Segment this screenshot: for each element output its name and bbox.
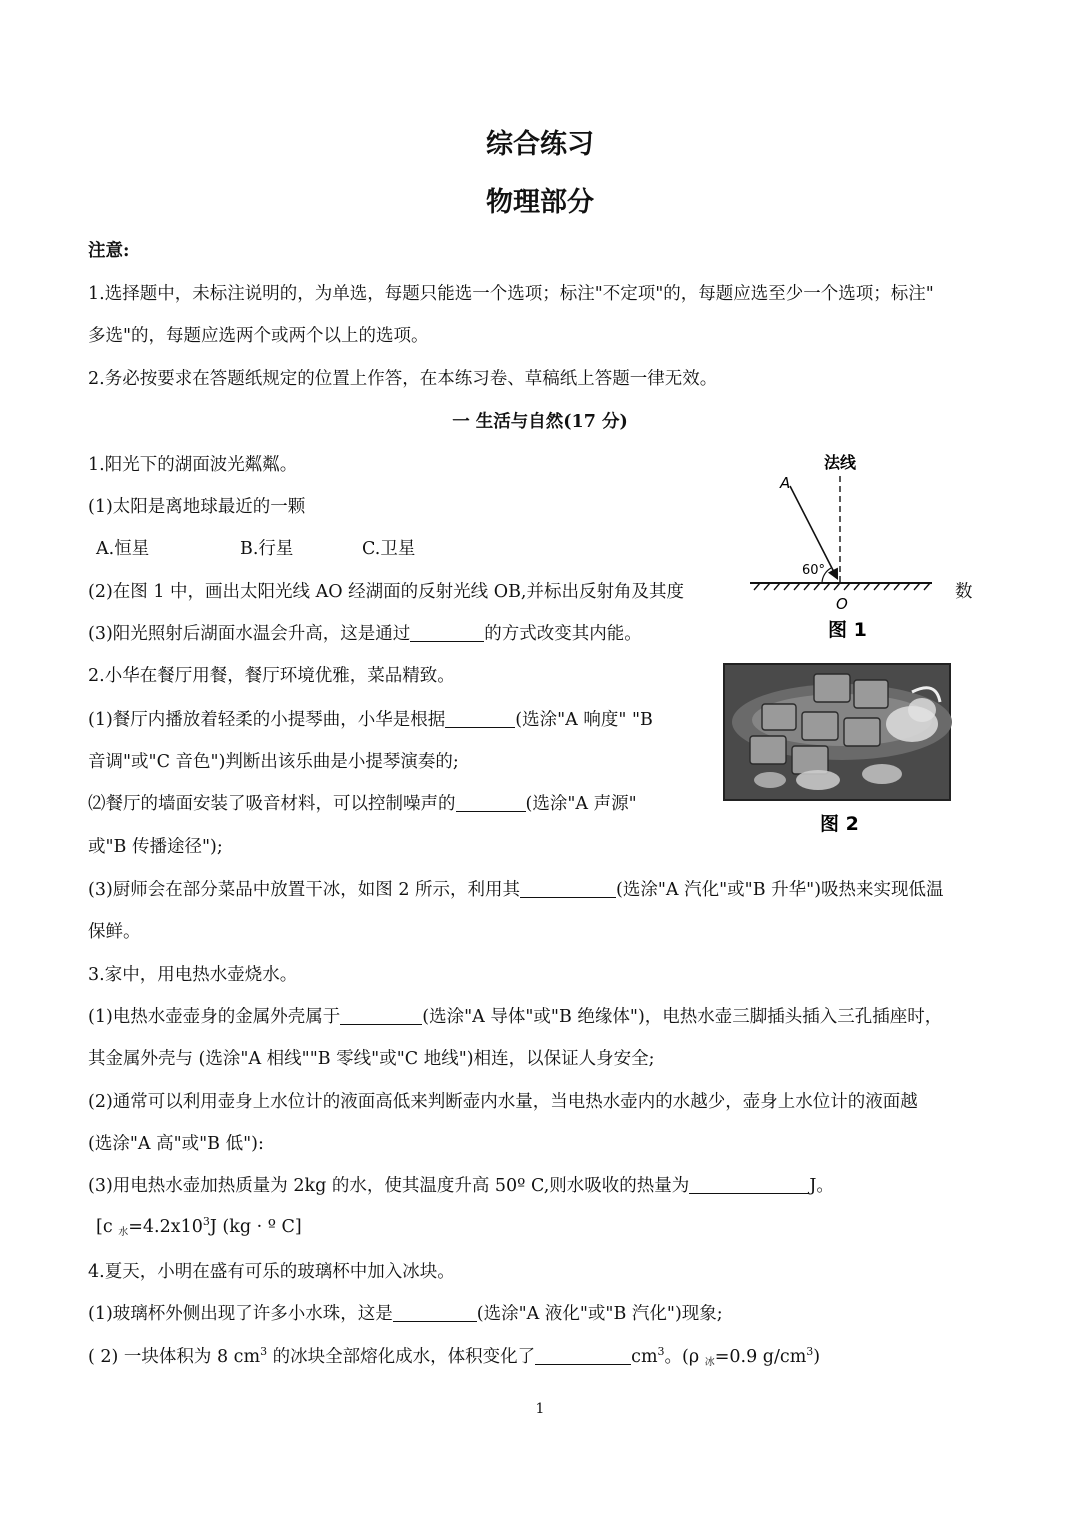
q2-part3 xyxy=(88,876,944,901)
superscript: 3 xyxy=(806,1345,814,1358)
q1-option-c: C.卫星 xyxy=(362,539,416,559)
figure-1-reflection-diagram xyxy=(740,448,940,648)
formula-text: =4.2x10 xyxy=(128,1217,203,1237)
q4-part2-text: 。(ρ xyxy=(664,1347,705,1367)
superscript: 3 xyxy=(260,1345,268,1358)
q4-part1 xyxy=(88,1300,723,1325)
answer-blank[interactable] xyxy=(410,623,484,642)
q3-part1-line2: 其金属外壳与 (选涂"A 相线""B 零线"或"C 地线")相连，以保证人身安全; xyxy=(88,1049,655,1069)
q2-stem: 2.小华在餐厅用餐，餐厅环境优雅，菜品精致。 xyxy=(88,666,455,686)
answer-blank[interactable] xyxy=(393,1303,477,1322)
answer-blank[interactable] xyxy=(456,793,526,812)
q2-part3-prefix: (3)厨师会在部分菜品中放置干冰，如图 2 所示，利用其 xyxy=(88,880,521,900)
figure-2-caption: 图 2 xyxy=(820,813,859,835)
q1-part3-prefix: (3)阳光照射后湖面水温会升高，这是通过 xyxy=(88,624,411,644)
formula-subscript: 水 xyxy=(118,1227,129,1238)
answer-blank[interactable] xyxy=(535,1346,631,1365)
q4-part2-unit: cm xyxy=(631,1347,658,1367)
q3-part1-suffix: (选涂"A 导体"或"B 绝缘体")，电热水壶三脚插头插入三孔插座时， xyxy=(422,1007,943,1027)
page-subtitle: 物理部分 xyxy=(486,187,594,218)
q2-part2-prefix: ⑵餐厅的墙面安装了吸音材料，可以控制噪声的 xyxy=(88,794,456,814)
q1-part3 xyxy=(88,620,642,645)
q4-part2-text: ( 2) 一块体积为 8 cm xyxy=(88,1347,261,1367)
q3-part3-suffix: J。 xyxy=(809,1176,834,1196)
superscript: 3 xyxy=(657,1345,665,1358)
q2-part2 xyxy=(88,790,637,815)
surface-hatching xyxy=(754,583,930,590)
q2-part1-prefix: (1)餐厅内播放着轻柔的小提琴曲，小华是根据 xyxy=(88,710,446,730)
answer-blank[interactable] xyxy=(689,1175,809,1194)
q3-part2-line1: (2)通常可以利用壶身上水位计的液面高低来判断壶内水量，当电热水壶内的水越少，壶身上水位计的液面越 xyxy=(88,1092,918,1112)
q3-stem: 3.家中，用电热水壶烧水。 xyxy=(88,965,298,985)
formula-text: [c xyxy=(96,1217,119,1237)
q2-part3-suffix: (选涂"A 汽化"或"B 升华")吸热来实现低温 xyxy=(616,880,944,900)
formula-text: J (kg · º C] xyxy=(209,1217,302,1237)
notice-item-1-line-2: 多选"的，每题应选两个或两个以上的选项。 xyxy=(88,326,429,346)
notice-heading: 注意: xyxy=(88,241,130,261)
q1-stem: 1.阳光下的湖面波光粼粼。 xyxy=(88,455,298,475)
q4-stem: 4.夏天，小明在盛有可乐的玻璃杯中加入冰块。 xyxy=(88,1262,455,1282)
page-title: 综合练习 xyxy=(486,129,594,160)
ray-label-a: A xyxy=(780,474,791,492)
figure-2-dry-ice-photo xyxy=(722,662,954,838)
q1-part2-tail: 数 xyxy=(955,582,973,602)
answer-blank[interactable] xyxy=(520,879,616,898)
notice-item-2: 2.务必按要求在答题纸规定的位置上作答，在本练习卷、草稿纸上答题一律无效。 xyxy=(88,369,718,389)
q2-part3-line2: 保鲜。 xyxy=(88,922,141,942)
q1-part3-suffix: 的方式改变其内能。 xyxy=(484,624,642,644)
q4-part1-prefix: (1)玻璃杯外侧出现了许多小水珠，这是 xyxy=(88,1304,393,1324)
q1-option-a: A.恒星 xyxy=(96,539,150,559)
page-number: 1 xyxy=(535,1401,545,1417)
formula-superscript: 3 xyxy=(202,1215,210,1228)
normal-label: 法线 xyxy=(824,453,857,472)
notice-item-1-line-1: 1.选择题中，未标注说明的，为单选，每题只能选一个选项；标注"不定项"的，每题应选至少一个选项；标注" xyxy=(88,284,934,304)
subscript: 冰 xyxy=(704,1357,715,1368)
q3-formula xyxy=(96,1215,302,1238)
q4-part2-text: 的冰块全部熔化成水，体积变化了 xyxy=(267,1347,536,1367)
q4-part2-text: ) xyxy=(813,1347,821,1367)
q3-part2-line2: (选涂"A 高"或"B 低"): xyxy=(88,1134,264,1154)
angle-label: 60° xyxy=(802,563,826,578)
q3-part1 xyxy=(88,1003,942,1028)
q4-part1-suffix: (选涂"A 液化"或"B 汽化")现象; xyxy=(476,1304,723,1324)
q3-part3-prefix: (3)用电热水壶加热质量为 2kg 的水，使其温度升高 50º C,则水吸收的热量为 xyxy=(88,1176,690,1196)
answer-blank[interactable] xyxy=(445,709,515,728)
point-label-o: O xyxy=(836,595,848,613)
q1-part1: (1)太阳是离地球最近的一颗 xyxy=(88,497,306,517)
q1-part2: (2)在图 1 中，画出太阳光线 AO 经湖面的反射光线 OB,并标出反射角及其度 xyxy=(88,582,684,602)
q2-part1-line2: 音调"或"C 音色")判断出该乐曲是小提琴演奏的; xyxy=(88,752,459,772)
q2-part2-suffix: (选涂"A 声源" xyxy=(525,794,637,814)
q2-part2-line2: 或"B 传播途径"); xyxy=(88,837,223,857)
q3-part3 xyxy=(88,1172,834,1197)
q4-part2 xyxy=(88,1343,820,1368)
answer-blank[interactable] xyxy=(340,1006,422,1025)
q3-part1-prefix: (1)电热水壶壶身的金属外壳属于 xyxy=(88,1007,341,1027)
figure-1-caption: 图 1 xyxy=(828,619,867,641)
q2-part1 xyxy=(88,706,653,731)
q2-part1-suffix: (选涂"A 响度" "B xyxy=(515,710,653,730)
q4-part2-text: =0.9 g/cm xyxy=(714,1347,807,1367)
q1-option-b: B.行星 xyxy=(240,539,294,559)
section-heading: 一 生活与自然(17 分) xyxy=(452,412,628,432)
